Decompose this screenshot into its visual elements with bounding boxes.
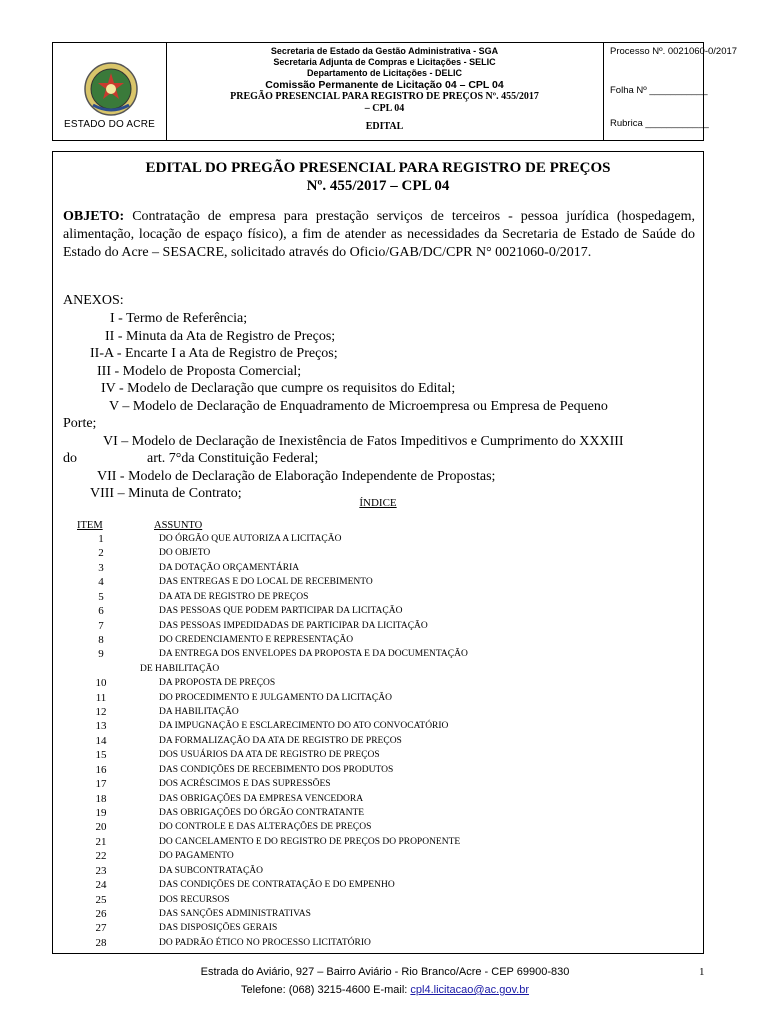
index-item-subject: DO CREDENCIAMENTO E REPRESENTAÇÃO [159, 634, 354, 645]
index-item-subject: DAS ENTREGAS E DO LOCAL DE RECEBIMENTO [159, 577, 373, 588]
edital-body [52, 151, 704, 954]
index-item-number: 6 [98, 605, 104, 618]
pregao-line: PREGÃO PRESENCIAL PARA REGISTRO DE PREÇOS Nº. 455/2017 [230, 91, 539, 102]
footer-phone: Telefone: (068) 3215-4600 E-mail: [241, 984, 411, 996]
anexo-item: I - Termo de Referência; [110, 311, 248, 326]
index-item-number: 4 [98, 576, 104, 589]
index-item-subject: DA SUBCONTRATAÇÃO [159, 865, 264, 876]
index-item-subject: DO OBJETO [159, 548, 211, 559]
secretaria-line: Secretaria de Estado da Gestão Administrativa - SGA [270, 46, 499, 56]
index-item-subject: DO ÓRGÃO QUE AUTORIZA A LICITAÇÃO [159, 534, 342, 544]
anexo-item: VIII – Minuta de Contrato; [90, 486, 242, 501]
index-item-subject: DA ATA DE REGISTRO DE PREÇOS [159, 591, 309, 602]
footer-contact [0, 984, 770, 996]
anexo-item: VI – Modelo de Declaração de Inexistência de Fatos Impeditivos e Cumprimento do XXXIII [103, 434, 624, 449]
index-item-number: 25 [95, 893, 107, 906]
index-item-number: 20 [95, 821, 107, 834]
index-item-number: 5 [98, 590, 104, 603]
index-item-number: 21 [95, 835, 107, 848]
index-item-subject: DAS CONDIÇÕES DE RECEBIMENTO DOS PRODUTOS [159, 764, 394, 775]
anexo-item: VII - Modelo de Declaração de Elaboração Independente de Propostas; [97, 469, 496, 484]
index-item-subject: DA HABILITAÇÃO [159, 707, 239, 718]
header-process-cell [604, 43, 738, 140]
index-item-subject: DA ENTREGA DOS ENVELOPES DA PROPOSTA E DA DOCUMENTAÇÃO [159, 649, 468, 660]
index-item-number: 10 [95, 677, 107, 690]
departamento-line: Departamento de Licitações - DELIC [306, 68, 463, 78]
processo-number: Processo Nº. 0021060-0/2017 [610, 46, 738, 57]
assunto-column-header: ASSUNTO [154, 520, 203, 531]
index-item-subject: DA FORMALIZAÇÃO DA ATA DE REGISTRO DE PREÇOS [159, 735, 402, 746]
state-name-label: ESTADO DO ACRE [64, 119, 155, 130]
page-number: 1 [699, 966, 705, 978]
comissao-line: Comissão Permanente de Licitação 04 – CPL 04 [265, 79, 504, 91]
index-item-number: 9 [98, 648, 104, 661]
anexo-item: II - Minuta da Ata de Registro de Preços; [105, 329, 336, 344]
index-item-number: 3 [98, 561, 104, 574]
edital-title-line2: Nº. 455/2017 – CPL 04 [306, 178, 450, 194]
index-item-subject: DO CANCELAMENTO E DO REGISTRO DE PREÇOS DO PROPONENTE [159, 836, 461, 847]
index-item-number: 19 [95, 806, 107, 819]
index-item-subject: DAS OBRIGAÇÕES DO ÓRGÃO CONTRATANTE [159, 807, 365, 818]
index-item-number: 17 [95, 778, 107, 791]
index-item-number: 22 [95, 850, 107, 863]
index-item-subject: DO PADRÃO ÉTICO NO PROCESSO LICITATÓRIO [159, 937, 371, 948]
index-item-subject: DAS DISPOSIÇÕES GERAIS [159, 923, 278, 934]
index-item-number: 27 [95, 922, 107, 935]
index-item-number: 26 [95, 907, 107, 920]
index-item-subject: DE HABILITAÇÃO [140, 663, 220, 674]
objeto-label: OBJETO: [63, 209, 125, 224]
index-item-subject: DAS SANÇÕES ADMINISTRATIVAS [159, 908, 311, 919]
rubrica-field: Rubrica ____________ [610, 118, 709, 129]
edital-line: EDITAL [365, 121, 404, 132]
index-item-number: 1 [98, 533, 104, 545]
index-item-subject: DAS PESSOAS IMPEDIDADAS DE PARTICIPAR DA LICITAÇÃO [159, 620, 428, 631]
email-link[interactable]: cpl4.licitacao@ac.gov.br [410, 984, 529, 996]
index-item-number: 2 [98, 547, 104, 560]
anexo-item: III - Modelo de Proposta Comercial; [97, 364, 302, 379]
index-item-subject: DOS ACRÉSCIMOS E DAS SUPRESSÕES [159, 779, 331, 790]
anexo-item: do [63, 451, 77, 466]
index-item-number: 12 [95, 706, 107, 719]
index-item-subject: DO CONTROLE E DAS ALTERAÇÕES DE PREÇOS [159, 822, 372, 833]
index-item-number: 16 [95, 763, 107, 776]
index-item-subject: DAS CONDIÇÕES DE CONTRATAÇÃO E DO EMPENHO [159, 880, 395, 891]
index-item-number: 11 [95, 691, 107, 704]
index-item-number: 14 [95, 734, 107, 747]
index-item-subject: DOS USUÁRIOS DA ATA DE REGISTRO DE PREÇOS [159, 750, 380, 761]
document-header [52, 42, 738, 141]
secretaria-adjunta-line: Secretaria Adjunta de Compras e Licitações - SELIC [273, 57, 496, 67]
anexo-item: Porte; [63, 416, 97, 431]
index-item-number: 23 [95, 864, 107, 877]
index-item-number: 8 [98, 633, 104, 646]
index-item-subject: DAS PESSOAS QUE PODEM PARTICIPAR DA LICITAÇÃO [159, 606, 403, 617]
anexo-item: art. 7°da Constituição Federal; [147, 451, 319, 466]
edital-title-line1: EDITAL DO PREGÃO PRESENCIAL PARA REGISTRO DE PREÇOS [145, 160, 611, 176]
state-coat-of-arms-icon [83, 61, 139, 117]
anexo-item: IV - Modelo de Declaração que cumpre os requisitos do Edital; [101, 381, 456, 396]
index-item-subject: DO PROCEDIMENTO E JULGAMENTO DA LICITAÇÃO [159, 692, 392, 703]
index-item-number: 7 [98, 619, 104, 632]
index-item-subject: DAS OBRIGAÇÕES DA EMPRESA VENCEDORA [159, 793, 364, 804]
index-item-number: 24 [95, 879, 107, 892]
anexo-item: V – Modelo de Declaração de Enquadramento de Microempresa ou Empresa de Pequeno [109, 399, 608, 414]
index-item-subject: DA DOTAÇÃO ORÇAMENTÁRIA [159, 562, 300, 573]
index-item-subject: DA IMPUGNAÇÃO E ESCLARECIMENTO DO ATO CONVOCATÓRIO [159, 721, 449, 732]
footer-address: Estrada do Aviário, 927 – Bairro Aviário - Rio Branco/Acre - CEP 69900-830 [200, 966, 570, 978]
header-logo-cell [53, 43, 167, 140]
index-item-number: 15 [95, 749, 107, 762]
index-item-number: 28 [95, 936, 107, 949]
index-item-subject: DA PROPOSTA DE PREÇOS [159, 678, 276, 689]
index-item-subject: DOS RECURSOS [159, 894, 230, 905]
objeto-paragraph [63, 208, 695, 262]
index-item-number: 18 [95, 792, 107, 805]
index-item-subject: DO PAGAMENTO [159, 851, 234, 862]
item-column-header: ITEM [77, 520, 103, 531]
anexo-item: II-A - Encarte I a Ata de Registro de Preços; [90, 346, 338, 361]
index-item-number: 13 [95, 720, 107, 733]
objeto-text: Contratação de empresa para prestação serviços de terceiros - pessoa jurídica (hospedagem, alimentação, locação de espaço físico), a fim de atender as necessidades da Secretaria de Estado de Saúde do Estado do Acre – SESACRE, solicitado através do Oficio/GAB/DC/CPR N° 0021060-0/2017. [63, 209, 695, 260]
folha-field: Folha Nº ___________ [610, 85, 708, 96]
indice-heading: ÍNDICE [359, 497, 397, 509]
header-institution-cell [166, 43, 604, 140]
anexos-label: ANEXOS: [63, 293, 124, 308]
pregao-cpl-line: – CPL 04 [364, 103, 405, 114]
